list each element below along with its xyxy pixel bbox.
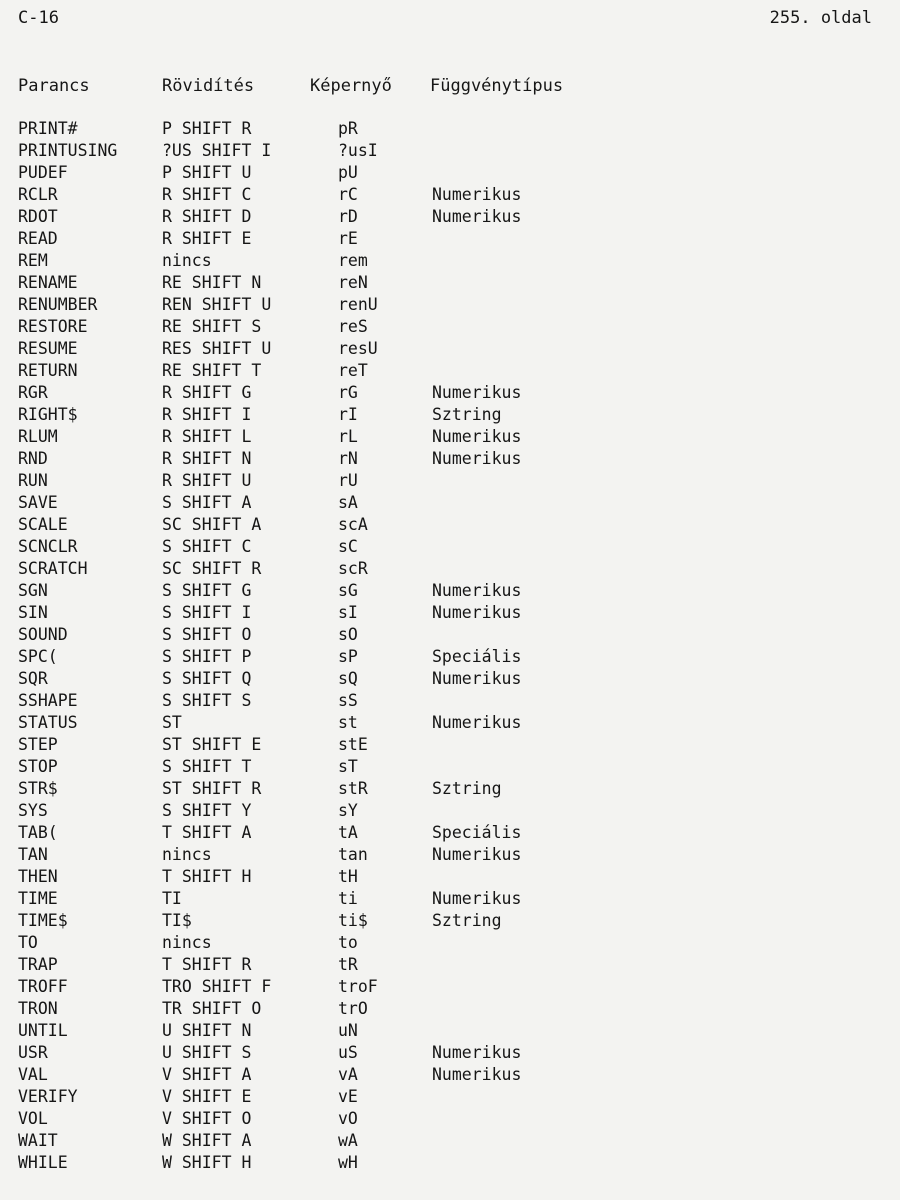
abbreviation-cell: S SHIFT S [162, 691, 252, 710]
screen-cell: uN [338, 1021, 358, 1040]
abbreviation-cell: TI [162, 889, 182, 908]
screen-cell: troF [338, 977, 378, 996]
abbreviation-cell: R SHIFT E [162, 229, 252, 248]
abbreviation-cell: S SHIFT G [162, 581, 252, 600]
table-row [0, 668, 900, 690]
abbreviation-cell: nincs [162, 251, 212, 270]
screen-cell: rem [338, 251, 368, 270]
abbreviation-cell: T SHIFT A [162, 823, 252, 842]
page-number: 255. oldal [769, 8, 872, 28]
table-row [0, 448, 900, 470]
abbreviation-cell: V SHIFT O [162, 1109, 252, 1128]
abbreviation-cell: S SHIFT P [162, 647, 252, 666]
abbreviation-cell: nincs [162, 933, 212, 952]
screen-cell: tR [338, 955, 358, 974]
abbreviation-cell: TRO SHIFT F [162, 977, 272, 996]
table-row [0, 382, 900, 404]
type-cell: Numerikus [432, 603, 522, 622]
command-cell: SGN [18, 581, 48, 600]
table-row [0, 250, 900, 272]
table-row [0, 646, 900, 668]
table-row [0, 404, 900, 426]
command-cell: TRAP [18, 955, 58, 974]
table-row [0, 910, 900, 932]
abbreviation-cell: TI$ [162, 911, 192, 930]
table-row [0, 140, 900, 162]
command-cell: SAVE [18, 493, 58, 512]
table-row [0, 514, 900, 536]
abbreviation-cell: ST [162, 713, 182, 732]
table-row [0, 1152, 900, 1174]
abbreviation-cell: RE SHIFT S [162, 317, 262, 336]
table-row [0, 1130, 900, 1152]
screen-cell: sQ [338, 669, 358, 688]
screen-cell: wA [338, 1131, 358, 1150]
command-cell: PUDEF [18, 163, 68, 182]
table-row [0, 206, 900, 228]
abbreviation-cell: S SHIFT A [162, 493, 252, 512]
abbreviation-cell: T SHIFT R [162, 955, 252, 974]
abbreviation-cell: V SHIFT A [162, 1065, 252, 1084]
abbreviation-cell: S SHIFT Q [162, 669, 252, 688]
abbreviation-cell: S SHIFT C [162, 537, 252, 556]
table-row [0, 712, 900, 734]
column-header-type: Függvénytípus [430, 76, 564, 96]
command-cell: RDOT [18, 207, 58, 226]
abbreviation-cell: W SHIFT H [162, 1153, 252, 1172]
table-row [0, 690, 900, 712]
table-row [0, 756, 900, 778]
command-cell: UNTIL [18, 1021, 68, 1040]
abbreviation-cell: U SHIFT N [162, 1021, 252, 1040]
screen-cell: rE [338, 229, 358, 248]
table-row [0, 998, 900, 1020]
screen-cell: reN [338, 273, 368, 292]
abbreviation-cell: P SHIFT R [162, 119, 252, 138]
command-cell: SCALE [18, 515, 68, 534]
abbreviation-cell: SC SHIFT A [162, 515, 262, 534]
abbreviation-cell: S SHIFT I [162, 603, 252, 622]
screen-cell: sC [338, 537, 358, 556]
table-row [0, 1086, 900, 1108]
table-row [0, 470, 900, 492]
abbreviation-cell: S SHIFT O [162, 625, 252, 644]
command-cell: TAN [18, 845, 48, 864]
type-cell: Sztring [432, 911, 502, 930]
command-cell: TO [18, 933, 38, 952]
abbreviation-cell: T SHIFT H [162, 867, 252, 886]
command-cell: RUN [18, 471, 48, 490]
table-row [0, 184, 900, 206]
command-cell: REM [18, 251, 48, 270]
screen-cell: pU [338, 163, 358, 182]
screen-cell: rG [338, 383, 358, 402]
command-cell: STEP [18, 735, 58, 754]
type-cell: Sztring [432, 405, 502, 424]
type-cell: Numerikus [432, 207, 522, 226]
type-cell: Numerikus [432, 845, 522, 864]
abbreviation-cell: R SHIFT U [162, 471, 252, 490]
type-cell: Numerikus [432, 713, 522, 732]
screen-cell: pR [338, 119, 358, 138]
screen-cell: scA [338, 515, 368, 534]
table-row [0, 162, 900, 184]
table-row [0, 492, 900, 514]
table-row [0, 228, 900, 250]
abbreviation-cell: R SHIFT I [162, 405, 252, 424]
type-cell: Speciális [432, 823, 522, 842]
command-cell: RCLR [18, 185, 58, 204]
screen-cell: rU [338, 471, 358, 490]
command-cell: VOL [18, 1109, 48, 1128]
command-cell: USR [18, 1043, 48, 1062]
table-row [0, 1108, 900, 1130]
table-row [0, 778, 900, 800]
type-cell: Numerikus [432, 427, 522, 446]
screen-cell: st [338, 713, 358, 732]
screen-cell: stR [338, 779, 368, 798]
table-row [0, 888, 900, 910]
command-cell: RESTORE [18, 317, 88, 336]
abbreviation-cell: TR SHIFT O [162, 999, 262, 1018]
table-row [0, 294, 900, 316]
command-cell: RENAME [18, 273, 78, 292]
screen-cell: renU [338, 295, 378, 314]
screen-cell: tan [338, 845, 368, 864]
table-row [0, 932, 900, 954]
command-cell: STATUS [18, 713, 78, 732]
screen-cell: wH [338, 1153, 358, 1172]
screen-cell: ti [338, 889, 358, 908]
table-row [0, 580, 900, 602]
command-cell: WHILE [18, 1153, 68, 1172]
command-cell: PRINTUSING [18, 141, 118, 160]
command-cell: SCNCLR [18, 537, 78, 556]
screen-cell: stE [338, 735, 368, 754]
command-cell: WAIT [18, 1131, 58, 1150]
type-cell: Numerikus [432, 383, 522, 402]
screen-cell: scR [338, 559, 368, 578]
screen-cell: vE [338, 1087, 358, 1106]
command-cell: TIME [18, 889, 58, 908]
table-row [0, 1042, 900, 1064]
table-row [0, 800, 900, 822]
command-cell: TIME$ [18, 911, 68, 930]
command-cell: STOP [18, 757, 58, 776]
abbreviation-cell: nincs [162, 845, 212, 864]
command-cell: PRINT# [18, 119, 78, 138]
abbreviation-cell: R SHIFT G [162, 383, 252, 402]
command-cell: RESUME [18, 339, 78, 358]
type-cell: Sztring [432, 779, 502, 798]
abbreviation-cell: REN SHIFT U [162, 295, 272, 314]
screen-cell: resU [338, 339, 378, 358]
column-header-command: Parancs [18, 76, 90, 96]
abbreviation-cell: W SHIFT A [162, 1131, 252, 1150]
command-cell: SPC( [18, 647, 58, 666]
screen-cell: sG [338, 581, 358, 600]
abbreviation-cell: R SHIFT N [162, 449, 252, 468]
command-cell: TAB( [18, 823, 58, 842]
type-cell: Speciális [432, 647, 522, 666]
abbreviation-cell: R SHIFT D [162, 207, 252, 226]
screen-cell: vO [338, 1109, 358, 1128]
column-header-abbrev: Rövidítés [162, 76, 255, 96]
table-row [0, 536, 900, 558]
table-row [0, 316, 900, 338]
type-cell: Numerikus [432, 1043, 522, 1062]
screen-cell: uS [338, 1043, 358, 1062]
command-cell: SCRATCH [18, 559, 88, 578]
table-header [0, 76, 900, 100]
screen-cell: rI [338, 405, 358, 424]
abbreviation-cell: R SHIFT C [162, 185, 252, 204]
command-cell: SSHAPE [18, 691, 78, 710]
abbreviation-cell: P SHIFT U [162, 163, 252, 182]
screen-cell: rN [338, 449, 358, 468]
command-cell: SYS [18, 801, 48, 820]
command-cell: TROFF [18, 977, 68, 996]
screen-cell: reS [338, 317, 368, 336]
abbreviation-cell: U SHIFT S [162, 1043, 252, 1062]
screen-cell: to [338, 933, 358, 952]
table-row [0, 558, 900, 580]
table-row [0, 1064, 900, 1086]
abbreviation-cell: RES SHIFT U [162, 339, 272, 358]
command-cell: VERIFY [18, 1087, 78, 1106]
table-row [0, 822, 900, 844]
table-row [0, 426, 900, 448]
table-row [0, 360, 900, 382]
screen-cell: rL [338, 427, 358, 446]
type-cell: Numerikus [432, 581, 522, 600]
command-cell: TRON [18, 999, 58, 1018]
table-row [0, 118, 900, 140]
table-row [0, 624, 900, 646]
command-cell: RGR [18, 383, 48, 402]
type-cell: Numerikus [432, 1065, 522, 1084]
table-row [0, 338, 900, 360]
table-row [0, 272, 900, 294]
abbreviation-cell: S SHIFT Y [162, 801, 252, 820]
screen-cell: reT [338, 361, 368, 380]
screen-cell: rD [338, 207, 358, 226]
table-row [0, 734, 900, 756]
abbreviation-cell: R SHIFT L [162, 427, 252, 446]
screen-cell: rC [338, 185, 358, 204]
abbreviation-cell: RE SHIFT T [162, 361, 262, 380]
screen-cell: sI [338, 603, 358, 622]
abbreviation-cell: S SHIFT T [162, 757, 252, 776]
abbreviation-cell: V SHIFT E [162, 1087, 252, 1106]
abbreviation-cell: ?US SHIFT I [162, 141, 272, 160]
table-row [0, 866, 900, 888]
table-row [0, 844, 900, 866]
type-cell: Numerikus [432, 669, 522, 688]
table-row [0, 976, 900, 998]
command-cell: STR$ [18, 779, 58, 798]
screen-cell: tH [338, 867, 358, 886]
screen-cell: ?usI [338, 141, 378, 160]
type-cell: Numerikus [432, 889, 522, 908]
screen-cell: vA [338, 1065, 358, 1084]
page-code: C-16 [18, 8, 59, 28]
command-cell: RIGHT$ [18, 405, 78, 424]
command-cell: RETURN [18, 361, 78, 380]
table-row [0, 1020, 900, 1042]
screen-cell: sO [338, 625, 358, 644]
command-table [0, 118, 900, 1174]
command-cell: SQR [18, 669, 48, 688]
screen-cell: sS [338, 691, 358, 710]
command-cell: RENUMBER [18, 295, 98, 314]
table-row [0, 602, 900, 624]
screen-cell: tA [338, 823, 358, 842]
command-cell: THEN [18, 867, 58, 886]
screen-cell: sP [338, 647, 358, 666]
command-cell: RND [18, 449, 48, 468]
abbreviation-cell: ST SHIFT E [162, 735, 262, 754]
command-cell: READ [18, 229, 58, 248]
table-row [0, 954, 900, 976]
screen-cell: trO [338, 999, 368, 1018]
command-cell: RLUM [18, 427, 58, 446]
column-header-screen: Képernyő [310, 76, 392, 96]
abbreviation-cell: ST SHIFT R [162, 779, 262, 798]
command-cell: SIN [18, 603, 48, 622]
type-cell: Numerikus [432, 449, 522, 468]
type-cell: Numerikus [432, 185, 522, 204]
abbreviation-cell: SC SHIFT R [162, 559, 262, 578]
screen-cell: sA [338, 493, 358, 512]
screen-cell: sT [338, 757, 358, 776]
abbreviation-cell: RE SHIFT N [162, 273, 262, 292]
screen-cell: sY [338, 801, 358, 820]
screen-cell: ti$ [338, 911, 368, 930]
command-cell: SOUND [18, 625, 68, 644]
command-cell: VAL [18, 1065, 48, 1084]
